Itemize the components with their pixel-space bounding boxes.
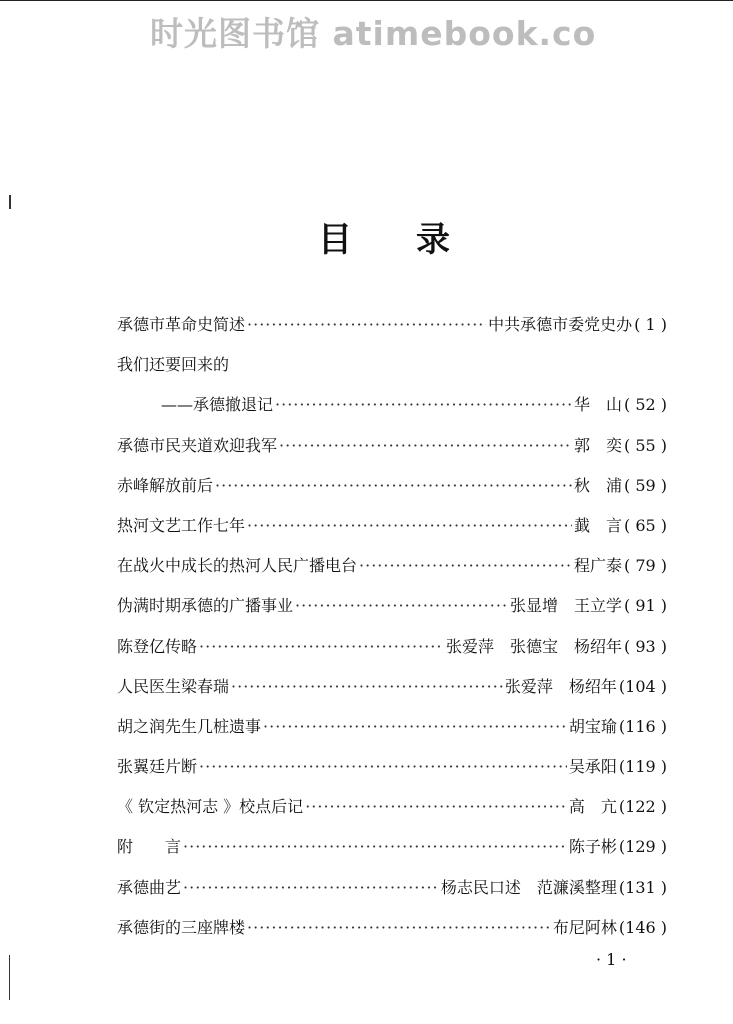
- toc-entry-title: 热河文艺工作七年: [117, 515, 246, 535]
- toc-entry-title: 《 钦定热河志 》校点后记: [117, 797, 304, 817]
- toc-entry[interactable]: [117, 875, 667, 915]
- toc-entry-author: 吴承阳: [568, 757, 617, 777]
- toc-entry-author: 程广泰: [573, 556, 622, 576]
- toc-entry-author: 华 山: [573, 395, 622, 415]
- toc-entry-page: ( 91 ): [623, 596, 667, 616]
- toc-entry[interactable]: [117, 794, 667, 834]
- toc-entry-page: ( 1 ): [634, 315, 667, 334]
- toc-entry-title: 承德曲艺: [117, 877, 182, 897]
- dot-leader: [279, 436, 572, 455]
- dot-leader: [231, 677, 503, 696]
- toc-entry-author: 张显增 王立学: [509, 596, 622, 616]
- toc-entry[interactable]: [117, 352, 667, 392]
- toc-entry-author: 布尼阿林: [552, 917, 617, 937]
- toc-entry-page: ( 79 ): [623, 556, 667, 576]
- dot-leader: [183, 837, 567, 856]
- dot-leader: [247, 516, 572, 535]
- toc-entry-author: 张爱萍 杨绍年: [504, 676, 617, 696]
- dot-leader: [275, 395, 572, 414]
- toc-entry-title: 承德市民夹道欢迎我军: [117, 435, 278, 455]
- toc-entry-page: ( 52 ): [623, 395, 667, 415]
- toc-entry-title: 陈登亿传略: [117, 636, 198, 656]
- toc-entry-title: 在战火中成长的热河人民广播电台: [117, 556, 358, 576]
- toc-entry-page: (104 ): [618, 676, 667, 696]
- toc-entry-author: 韯 言: [573, 515, 622, 535]
- toc-entry-page: ( 55 ): [623, 435, 667, 455]
- toc-entry-author: 高 亢: [568, 797, 617, 817]
- watermark: 时光图书馆 atimebook.co: [150, 14, 597, 53]
- toc-entry-title: 承德街的三座牌楼: [117, 917, 246, 937]
- toc-entry-page: (122 ): [618, 797, 667, 817]
- toc-entry[interactable]: [117, 513, 667, 553]
- toc-entry-author: 胡宝瑜: [568, 716, 617, 736]
- toc-entry[interactable]: [117, 915, 667, 955]
- dot-leader: [199, 757, 567, 776]
- page-top-border: [0, 0, 733, 1]
- toc-entry-page: (131 ): [618, 877, 667, 897]
- toc-entry-title: ——承德撤退记: [161, 395, 274, 415]
- toc-entry-author: 杨志民口述 范濂溪整理: [440, 877, 617, 897]
- toc-entry[interactable]: [117, 634, 667, 674]
- toc-entry[interactable]: [117, 553, 667, 593]
- toc-entry[interactable]: [117, 593, 667, 633]
- dot-leader: [199, 637, 444, 656]
- scan-edge-mark: [9, 195, 11, 209]
- dot-leader: [183, 878, 439, 897]
- toc-entry-author: 中共承德市委党史办: [488, 315, 633, 334]
- toc-entry-page: ( 65 ): [623, 515, 667, 535]
- dot-leader: [295, 596, 508, 615]
- dot-leader: [247, 315, 486, 334]
- toc-entry-page: (129 ): [618, 837, 667, 857]
- toc-entry[interactable]: [117, 473, 667, 513]
- toc-entry[interactable]: [117, 674, 667, 714]
- toc-entry-title: 伪满时期承德的广播事业: [117, 596, 294, 616]
- toc-entry-title: 胡之润先生几桩遗事: [117, 716, 262, 736]
- toc-entry-page: ( 93 ): [623, 636, 667, 656]
- table-of-contents: [117, 312, 667, 955]
- toc-entry-title: 张翼廷片断: [117, 757, 198, 777]
- dot-leader: [247, 918, 551, 937]
- toc-entry[interactable]: [117, 433, 667, 473]
- toc-entry-page: (116 ): [618, 716, 667, 736]
- toc-entry-page: ( 59 ): [623, 475, 667, 495]
- toc-entry-author: 陈子彬: [568, 837, 617, 857]
- toc-entry-page: (146 ): [618, 917, 667, 937]
- scan-edge-mark: [9, 955, 10, 1000]
- toc-entry[interactable]: [117, 312, 667, 352]
- toc-entry-title: 我们还要回来的: [117, 355, 230, 375]
- toc-entry-page: (119 ): [618, 757, 667, 777]
- toc-entry-author: 秋 浦: [573, 475, 622, 495]
- toc-entry-title: 承德市革命史简述: [117, 315, 246, 334]
- toc-entry[interactable]: [117, 392, 667, 432]
- toc-entry-author: 张爱萍 张德宝 杨绍年: [445, 636, 622, 656]
- dot-leader: [215, 476, 572, 495]
- toc-entry-title: 赤峰解放前后: [117, 475, 214, 495]
- toc-entry-title: 附 言: [117, 837, 182, 857]
- toc-entry[interactable]: [117, 714, 667, 754]
- page-number: · 1 ·: [596, 950, 627, 969]
- toc-entry[interactable]: [117, 754, 667, 794]
- toc-entry-author: 郭 奕: [573, 435, 622, 455]
- dot-leader: [305, 797, 567, 816]
- page-title: 目录: [318, 220, 514, 260]
- dot-leader: [359, 556, 572, 575]
- dot-leader: [263, 717, 567, 736]
- toc-entry[interactable]: [117, 834, 667, 874]
- toc-entry-title: 人民医生梁春瑞: [117, 676, 230, 696]
